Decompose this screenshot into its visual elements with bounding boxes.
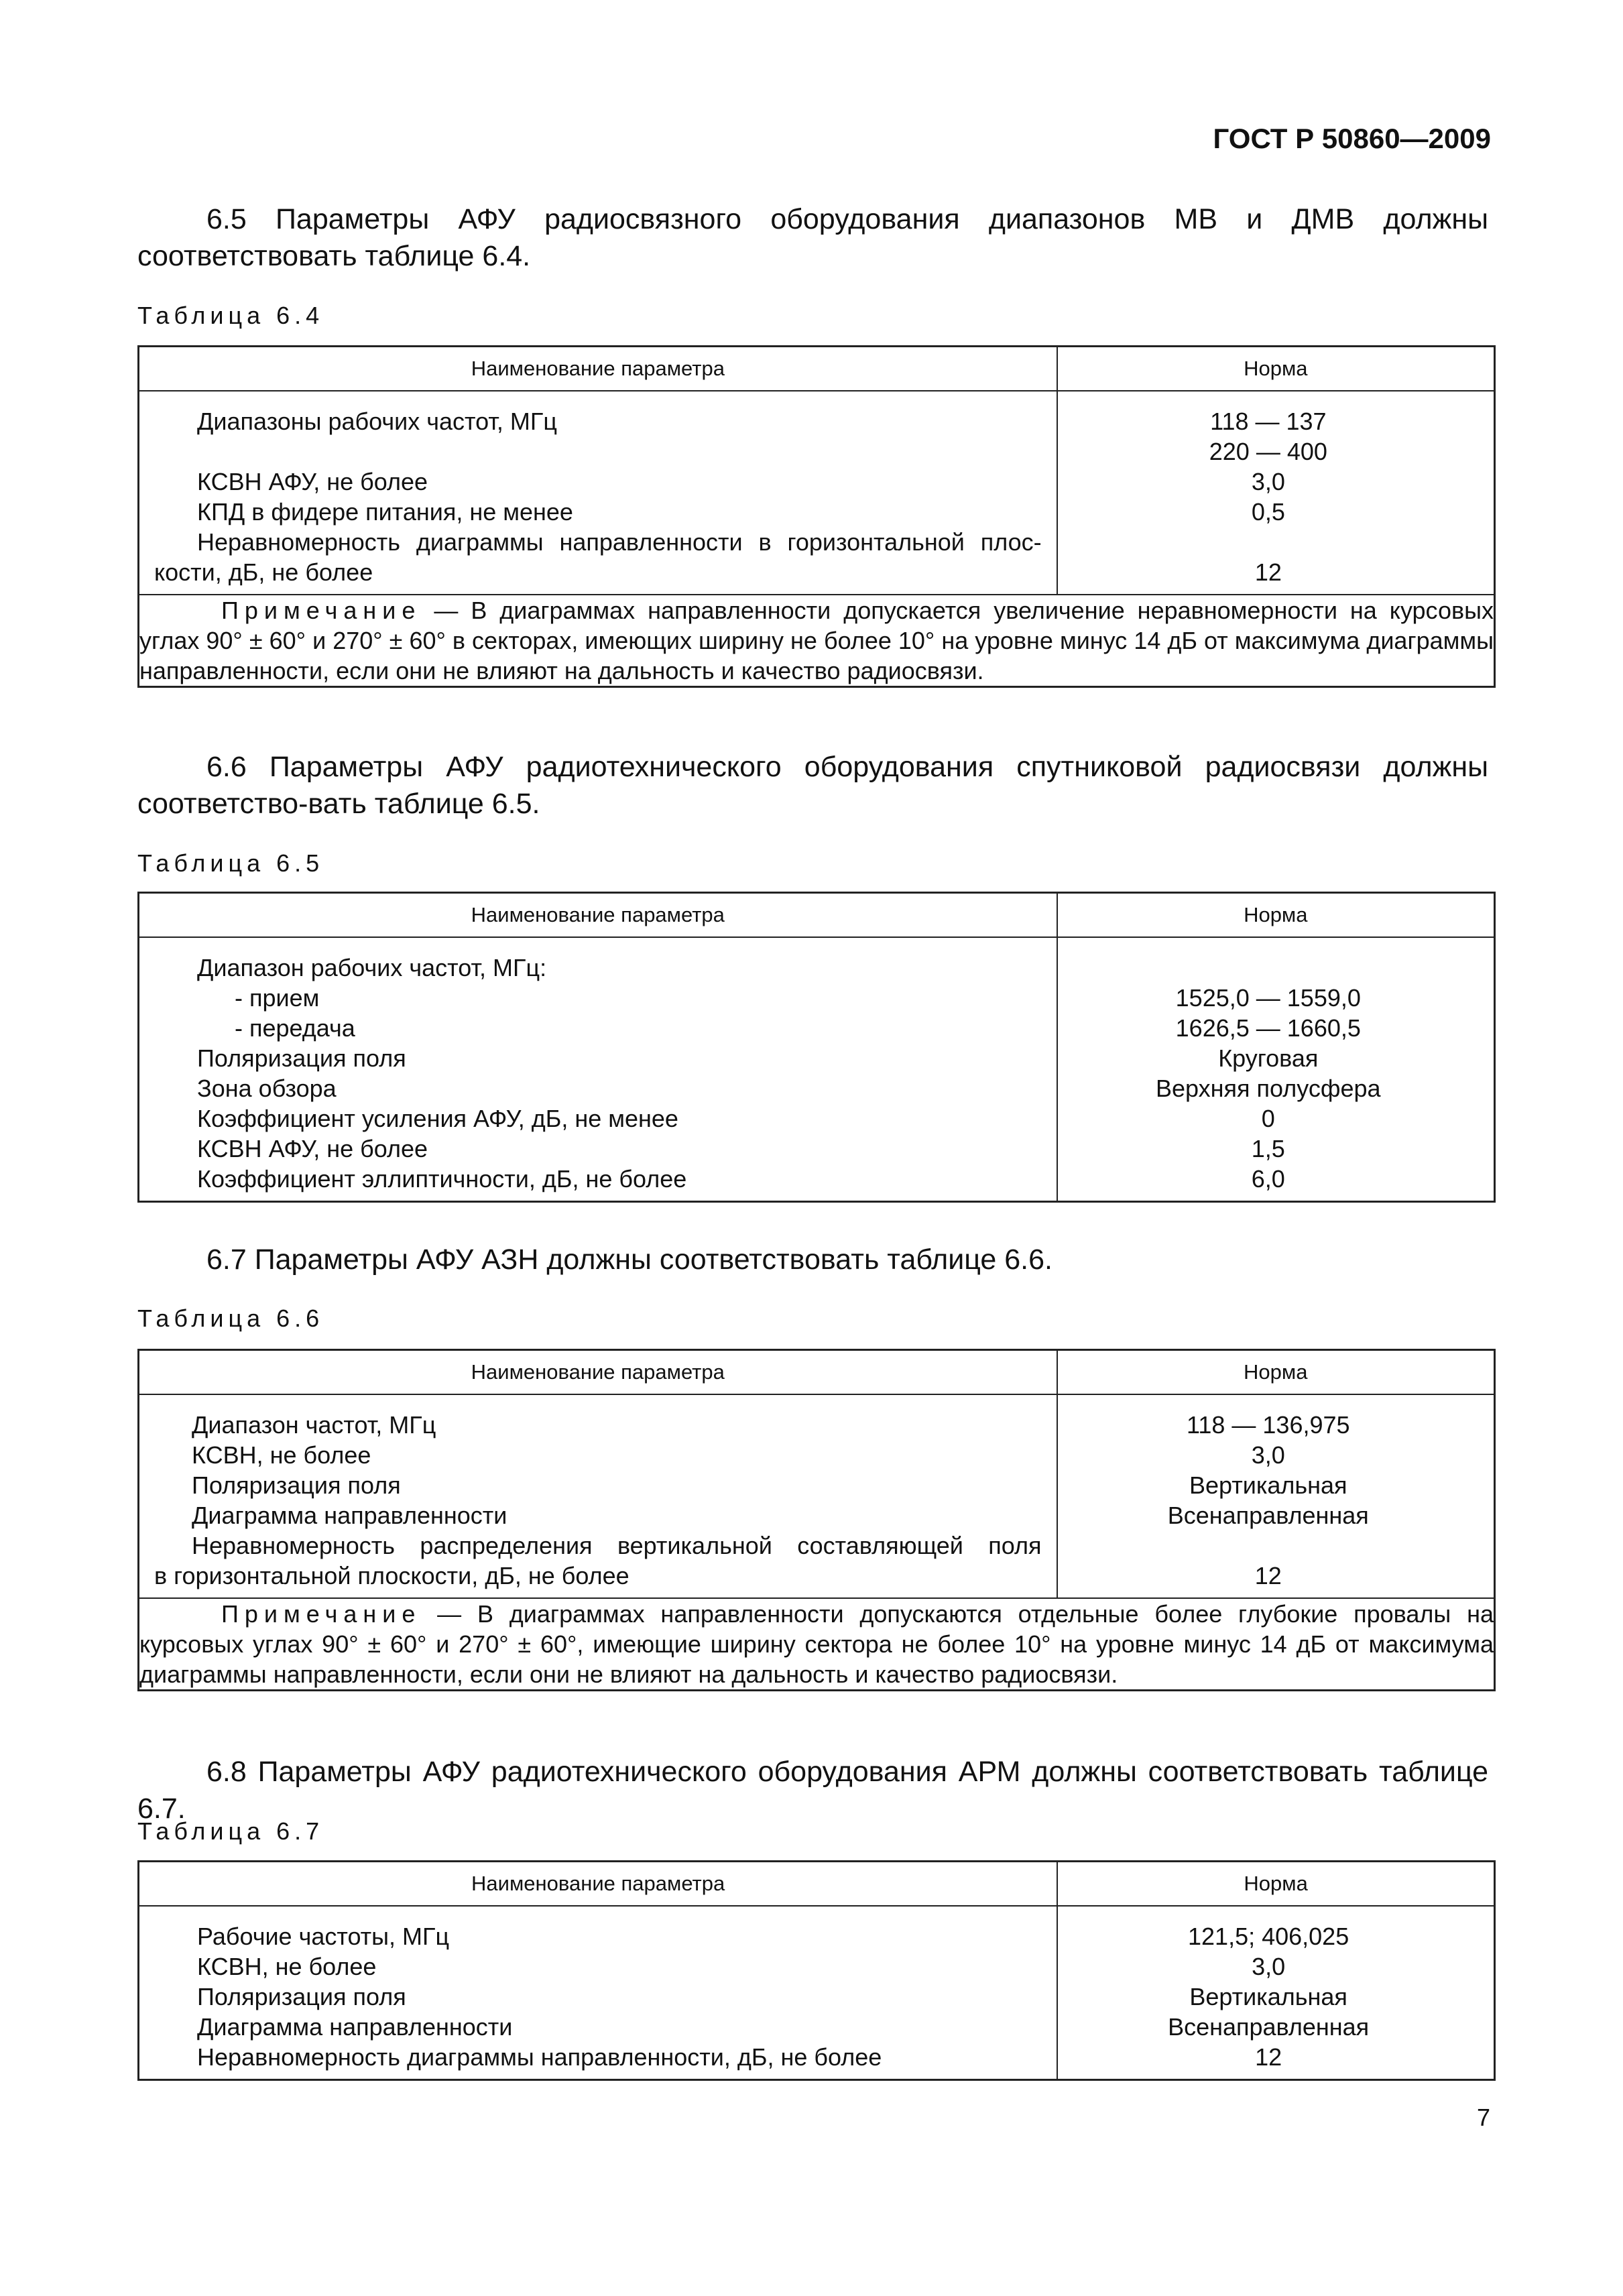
section-6-6: 6.6 Параметры АФУ радиотехнического оборудования спутниковой радиосвязи должны соответство-вать таблице 6.5. [137,751,1488,820]
param-norm: Всенаправленная [1168,2013,1370,2041]
param-norm: 0,5 [1251,498,1285,526]
column-header-name: Наименование параметра [139,347,1057,391]
param-name: Поляризация поля [197,1983,406,2010]
table-6-4 [137,345,1496,688]
table-6-6-note [139,1598,1495,1691]
param-name: Коэффициент эллиптичности, дБ, не более [197,1165,687,1193]
table-6-6 [137,1349,1496,1691]
param-name: Неравномерность диаграммы направленности в горизонтальной плос- [197,528,1042,556]
param-name: Диапазон частот, МГц [192,1411,436,1439]
param-name: Неравномерность распределения вертикальной составляющей поля [192,1532,1042,1559]
note-label: Примечание [221,597,422,624]
table-6-5 [137,892,1496,1203]
param-name: КПД в фидере питания, не менее [197,498,573,526]
param-name: КСВН, не более [197,1953,377,1980]
param-name: Поляризация поля [192,1471,401,1499]
param-name: Диаграмма направленности [197,2013,513,2041]
section-6-7: 6.7 Параметры АФУ АЗН должны соответствовать таблице 6.6. [206,1244,1053,1276]
param-norm: 1,5 [1251,1135,1285,1162]
param-name: Диаграмма направленности [192,1502,507,1529]
table-6-7 [137,1860,1496,2081]
param-name [139,436,1042,467]
table-6-7-caption: Таблица 6.7 [137,1817,324,1845]
param-norm: 3,0 [1251,468,1285,495]
column-header-norm: Норма [1057,1350,1495,1395]
param-name: Диапазоны рабочих частот, МГц [197,408,557,435]
table-6-4-note [139,595,1495,687]
param-name: Неравномерность диаграммы направленности, дБ, не более [197,2043,882,2071]
param-norm: Вертикальная [1189,1983,1347,2010]
param-norm [1058,953,1479,983]
param-norm: 3,0 [1252,1953,1286,1980]
param-name: - передача [235,1014,355,1042]
param-norm: 12 [1255,2043,1282,2071]
param-norm: 12 [1254,1562,1282,1589]
param-norm: Круговая [1218,1044,1319,1072]
note-text: — В диаграммах направленности допускается увеличение неравномерности на курсовых углах 90° ± 60° и 270° ± 60° в секторах, имеющих ширину не более 10° на уровне минус 14 дБ от максимума диаграммы направленности, если они не влияют на дальность и качество радиосвязи. [139,597,1494,684]
param-name: Диапазон рабочих частот, МГц: [197,954,547,981]
param-name: Коэффициент усиления АФУ, дБ, не менее [197,1105,678,1132]
param-name: - прием [235,984,320,1012]
column-header-name: Наименование параметра [139,1350,1057,1395]
param-norm [1058,527,1479,557]
note-text: — В диаграммах направленности допускаются отдельные более глубокие провалы на курсовых углах 90° ± 60° и 270° ± 60°, имеющие ширину сектора не более 10° на уровне минус 14 дБ от максимума диаграммы направленности, если они не влияют на дальность и качество радиосвязи. [139,1600,1494,1688]
page-number: 7 [1476,2104,1490,2131]
column-header-name: Наименование параметра [139,1862,1058,1907]
table-6-4-caption: Таблица 6.4 [137,302,324,329]
param-norm: 118 — 136,975 [1187,1411,1350,1439]
table-6-5-caption: Таблица 6.5 [137,849,324,877]
table-6-6-caption: Таблица 6.6 [137,1305,324,1332]
document-code: ГОСТ Р 50860—2009 [1213,123,1491,154]
param-name: в горизонтальной плоскости, дБ, не более [154,1562,629,1589]
column-header-norm: Норма [1057,1862,1494,1907]
section-6-5: 6.5 Параметры АФУ радиосвязного оборудования диапазонов МВ и ДМВ должны соответствовать таблице 6.4. [137,203,1488,272]
param-norm: 6,0 [1251,1165,1285,1193]
note-label: Примечание [221,1600,422,1628]
param-norm: 220 — 400 [1209,438,1327,465]
param-norm: 121,5; 406,025 [1188,1923,1349,1950]
param-norm: 3,0 [1251,1441,1285,1469]
param-norm: 12 [1254,558,1282,586]
param-name: кости, дБ, не более [154,558,373,586]
param-name: КСВН АФУ, не более [197,468,428,495]
param-norm: Верхняя полусфера [1156,1075,1381,1102]
column-header-norm: Норма [1057,893,1495,938]
param-norm: Всенаправленная [1167,1502,1369,1529]
param-name: КСВН АФУ, не более [197,1135,428,1162]
param-norm: 1626,5 — 1660,5 [1175,1014,1361,1042]
param-name: КСВН, не более [192,1441,371,1469]
section-6-8: 6.8 Параметры АФУ радиотехнического оборудования АРМ должны соответствовать таблице 6.7. [137,1756,1488,1825]
param-norm: Вертикальная [1189,1471,1347,1499]
param-name: Рабочие частоты, МГц [197,1923,450,1950]
param-norm: 0 [1261,1105,1275,1132]
param-name: Зона обзора [197,1075,337,1102]
param-name: Поляризация поля [197,1044,406,1072]
column-header-norm: Норма [1057,347,1495,391]
param-norm [1058,1530,1479,1561]
column-header-name: Наименование параметра [139,893,1057,938]
param-norm: 1525,0 — 1559,0 [1175,984,1361,1012]
param-norm: 118 — 137 [1210,408,1327,435]
